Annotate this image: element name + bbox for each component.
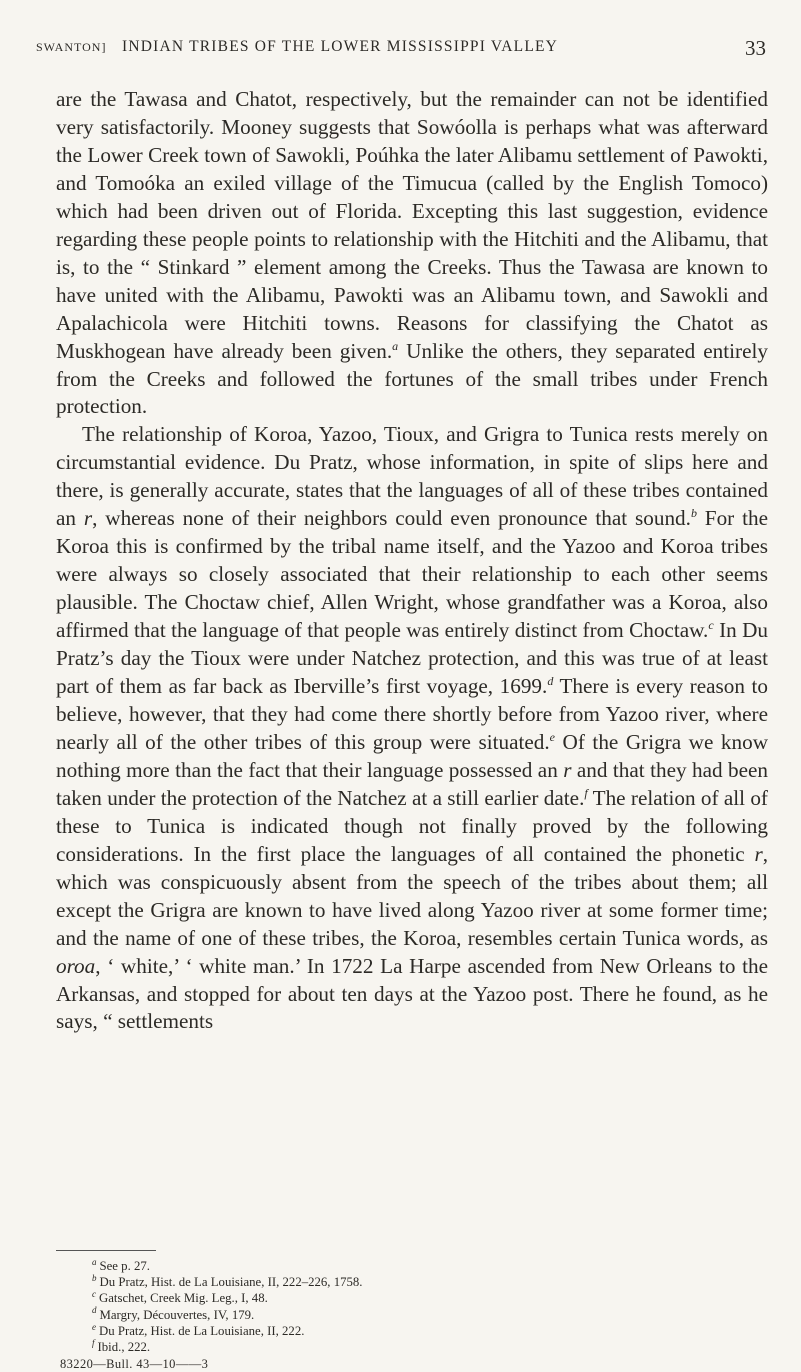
text-segment: In Du Pratz’s day the Tioux were under Natchez protection, and this was true of at least part of them as far back as Iberville’s first voyage, 1699. — [56, 618, 768, 699]
footnote-reference: b — [690, 506, 697, 521]
footnote-text: Margry, Découvertes, IV, 179. — [99, 1307, 255, 1322]
italic-text: oroa — [56, 953, 96, 978]
footnote-mark: a — [92, 1256, 97, 1267]
body-text — [56, 86, 768, 1036]
footnote-text: Ibid., 222. — [97, 1340, 151, 1355]
running-head-title: INDIAN TRIBES OF THE LOWER MISSISSIPPI VALLEY — [122, 38, 559, 55]
footnotes — [92, 1258, 732, 1355]
paragraph — [56, 421, 768, 1036]
footnote-text: Du Pratz, Hist. de La Louisiane, II, 222–226, 1758. — [99, 1275, 363, 1290]
footnote-reference: a — [392, 338, 399, 353]
italic-text: r — [754, 841, 763, 866]
text-segment: and that they had been taken under the protection of the Natchez at a still earlier date. — [56, 757, 768, 810]
footnote-mark: e — [92, 1321, 96, 1332]
paragraph — [56, 86, 768, 421]
footnote-reference: f — [584, 785, 588, 800]
text-segment: , whereas none of their neighbors could even pronounce that sound. — [92, 506, 691, 531]
running-head-author: SWANTON] — [36, 40, 107, 54]
text-segment: are the Tawasa and Chatot, respectively, but the remainder can not be identified very satisfactorily. Mooney suggests that Sowóolla is perhaps what was afterward the Lower Creek town of Sawokli, Poúhka the later Alibamu settlement of Pawokti, and Tomoóka an exiled village of the Timucua (called by the English Tomoco) which had been driven out of Florida. Excepting this last suggestion, evidence regarding these people points to relationship with the Hitchiti and the Alibamu, that is, to the “ Stinkard ” element among the Creeks. Thus the Tawasa are known to have united with the Alibamu, Pawokti was an Alibamu town, and Sawokli and Apalachicola were Hitchiti towns. Reasons for classifying the Chatot as Muskhogean have already been given. — [56, 87, 768, 363]
footnote — [92, 1274, 732, 1290]
footnote — [92, 1258, 732, 1274]
text-segment: Of the Grigra we know nothing more than the fact that their language possessed an — [56, 729, 769, 782]
text-segment: There is every reason to believe, however, that they had come there shortly before from Yazoo river, where nearly all of the other tribes of this group were situated. — [56, 674, 768, 754]
italic-text: r — [563, 757, 572, 782]
footnote-text: See p. 27. — [99, 1259, 150, 1273]
page-number: 33 — [745, 36, 766, 60]
footnote-reference: d — [547, 673, 554, 688]
footnote-reference: e — [549, 729, 555, 744]
text-segment: The relation of all of these to Tunica is indicated though not finally proved by the following considerations. In the first place the languages of all contained the phonetic — [56, 785, 768, 866]
text-segment: , which was conspicuously absent from the speech of the tribes about them; all except the Grigra are known to have lived along Yazoo river at some former time; and the name of one of these tribes, the Koroa, resembles certain Tunica words, as — [56, 841, 768, 950]
footnote — [92, 1339, 732, 1355]
footnote — [92, 1323, 732, 1339]
footnote-mark: c — [92, 1289, 96, 1300]
footnote-text: Gatschet, Creek Mig. Leg., I, 48. — [99, 1291, 268, 1306]
footnote-mark: d — [92, 1305, 97, 1316]
footnote-mark: b — [92, 1272, 97, 1283]
printer-signature: 83220—Bull. 43—10——3 — [60, 1357, 209, 1371]
footnote-rule — [56, 1250, 156, 1251]
footnote — [92, 1307, 732, 1323]
footnote-mark: f — [92, 1337, 95, 1348]
footnote-text: Du Pratz, Hist. de La Louisiane, II, 222. — [99, 1323, 305, 1338]
text-segment: For the Koroa this is confirmed by the tribal name itself, and the Yazoo and Koroa tribes were always so closely associated that their relationship to each other seems plausible. The Choctaw chief, Allen Wright, whose grandfather was a Koroa, also affirmed that the language of that people was entirely distinct from Choctaw. — [56, 506, 768, 643]
footnote — [92, 1290, 732, 1306]
running-head — [36, 38, 766, 62]
italic-text: r — [83, 506, 93, 531]
text-segment: , ‘ white,’ ‘ white man.’ In 1722 La Harpe ascended from New Orleans to the Arkansas, and stopped for about ten days at the Yazoo post. There he found, as he says, “ settlements — [56, 953, 768, 1034]
footnote-reference: c — [708, 618, 714, 633]
text-segment: Unlike the others, they separated entirely from the Creeks and followed the fortunes of the small tribes under French protection. — [56, 338, 768, 419]
text-segment: The relationship of Koroa, Yazoo, Tioux, and Grigra to Tunica rests merely on circumstantial evidence. Du Pratz, whose information, in spite of slips here and there, is generally accurate, states that the languages of all of these tribes contained an — [56, 422, 768, 531]
